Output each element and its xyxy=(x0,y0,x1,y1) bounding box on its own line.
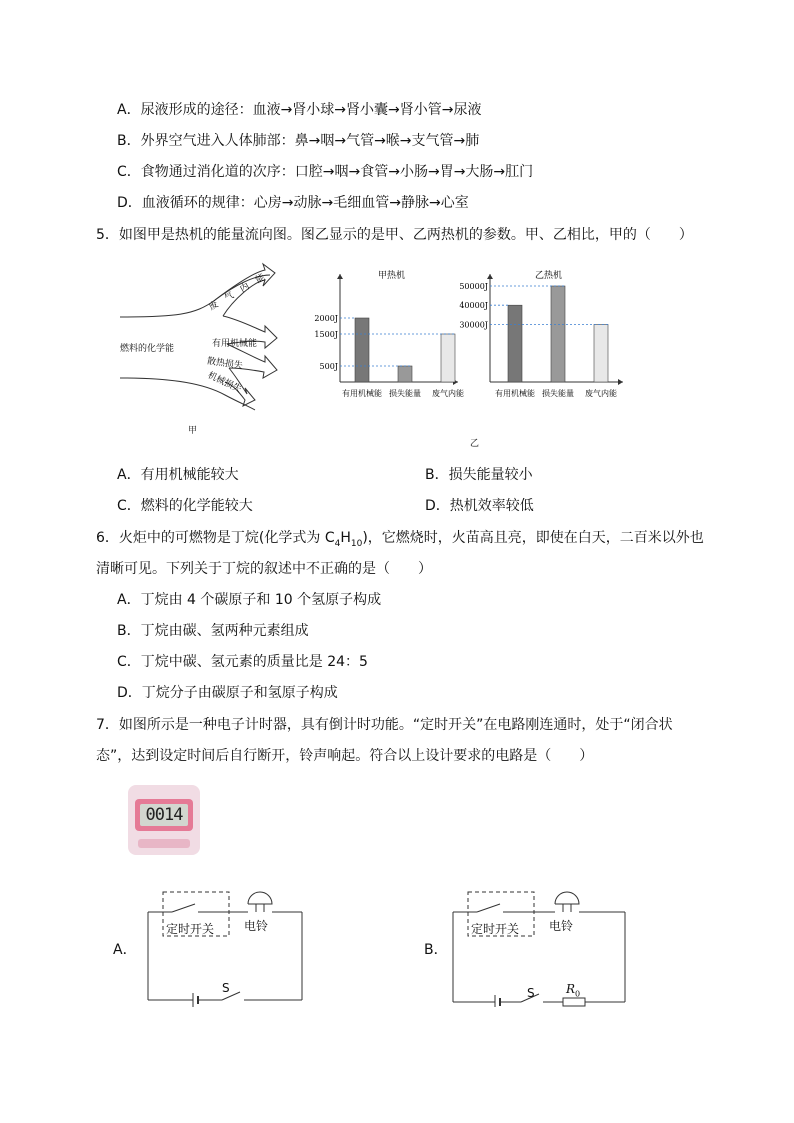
bar xyxy=(398,366,412,382)
q7-stem-line1: 7．如图所示是一种电子计时器，具有倒计时功能。“定时开关”在电路刚连通时，处于“闭合状 xyxy=(96,717,673,733)
q4-option-d: D．血液循环的规律：心房→动脉→毛细血管→静脉→心室 xyxy=(117,195,469,211)
useful-label: 有用机械能 xyxy=(212,339,258,349)
q7-stem-line2: 态”，达到设定时间后自行断开，铃声响起。符合以上设计要求的电路是（ ） xyxy=(96,748,594,764)
q6-option-b: B．丁烷由碳、氢两种元素组成 xyxy=(117,623,309,639)
q6-stem-line1: 6．火炬中的可燃物是丁烷(化学式为 $C_4H_{10}$)，它燃烧时，火苗高且亮，即使在白天，二百米以外也 xyxy=(96,530,704,549)
heat-loss-label: 散热损失 xyxy=(206,356,244,372)
bar xyxy=(441,334,455,382)
x-axis-arrow xyxy=(618,379,623,385)
q5-option-d: D．热机效率较低 xyxy=(425,498,534,514)
q6-option-c: C．丁烷中碳、氢元素的质量比是 24：5 xyxy=(117,654,368,670)
q5-option-c: C．燃料的化学能较大 xyxy=(117,498,253,514)
figure-yi-caption: 乙 xyxy=(470,439,480,449)
bar xyxy=(508,305,522,382)
timer-switch-blade xyxy=(477,904,500,912)
category-label: 损失能量 xyxy=(542,389,574,398)
y-tick-label: 2000J xyxy=(314,314,338,323)
bar xyxy=(594,324,608,382)
bar xyxy=(551,286,565,382)
q6-stem-line2: 清晰可见。下列关于丁烷的叙述中不正确的是（ ） xyxy=(96,561,432,577)
circuit-a-s-label: S xyxy=(222,981,230,995)
circuit-b-option: B． xyxy=(424,942,448,958)
bell-icon xyxy=(555,892,579,904)
q4-option-a: A．尿液形成的途径：血液→肾小球→肾小囊→肾小管→尿液 xyxy=(117,102,482,118)
circuit-b-diagram xyxy=(445,882,635,1007)
circuit-a-bell-label: 电铃 xyxy=(244,919,269,933)
q6-option-a: A．丁烷由 4 个碳原子和 10 个氢原子构成 xyxy=(117,592,382,608)
q4-option-b: B．外界空气进入人体肺部：鼻→咽→气管→喉→支气管→肺 xyxy=(117,133,480,149)
q6-option-d: D．丁烷分子由碳原子和氢原子构成 xyxy=(117,685,338,701)
chart-title: 乙热机 xyxy=(535,271,563,281)
bar xyxy=(355,318,369,382)
y-tick-label: 1500J xyxy=(314,330,338,339)
circuit-b-switch-label: 定时开关 xyxy=(471,922,520,936)
category-label: 废气内能 xyxy=(585,389,617,398)
timer-frame xyxy=(135,799,193,831)
q5-option-a: A．有用机械能较大 xyxy=(117,467,239,483)
mechanical-loss-label: 机械损失 xyxy=(205,370,243,396)
q5-option-b: B．损失能量较小 xyxy=(425,467,533,483)
category-label: 废气内能 xyxy=(432,389,464,398)
category-label: 损失能量 xyxy=(389,389,421,398)
timer-photo xyxy=(128,785,200,855)
chart-title: 甲热机 xyxy=(378,271,406,281)
y-axis-arrow xyxy=(487,274,493,279)
chart-jia xyxy=(305,262,465,412)
timer-switch-blade xyxy=(172,904,195,912)
circuit-a-option: A． xyxy=(113,942,137,958)
y-tick-label: 50000J xyxy=(459,282,488,291)
exhaust-label: 废 气 内 能 xyxy=(207,272,268,313)
circuit-a-switch-label: 定时开关 xyxy=(166,922,215,936)
y-tick-label: 500J xyxy=(319,362,338,371)
circuit-b-s-label: S xyxy=(527,986,535,1000)
q5-stem: 5．如图甲是热机的能量流向图。图乙显示的是甲、乙两热机的参数。甲、乙相比，甲的（ ） xyxy=(96,227,693,243)
circuit-b-bell-label: 电铃 xyxy=(549,919,574,933)
category-label: 有用机械能 xyxy=(495,389,535,398)
y-tick-label: 40000J xyxy=(459,301,488,311)
figure-jia-caption: 甲 xyxy=(188,426,198,436)
energy-flow-diagram xyxy=(115,260,295,420)
y-tick-label: 30000J xyxy=(459,320,488,330)
timer-display: 0014 xyxy=(140,804,188,826)
q4-option-c: C．食物通过消化道的次序：口腔→咽→食管→小肠→胃→大肠→肛门 xyxy=(117,164,534,180)
timer-buttons xyxy=(138,839,190,848)
circuit-b-r0-label: $R_0$ xyxy=(566,982,581,999)
bell-icon xyxy=(248,892,272,904)
y-axis-arrow xyxy=(337,274,343,279)
chemical-energy-label: 燃料的化学能 xyxy=(120,344,175,354)
chart-yi xyxy=(455,262,630,412)
category-label: 有用机械能 xyxy=(342,389,382,398)
